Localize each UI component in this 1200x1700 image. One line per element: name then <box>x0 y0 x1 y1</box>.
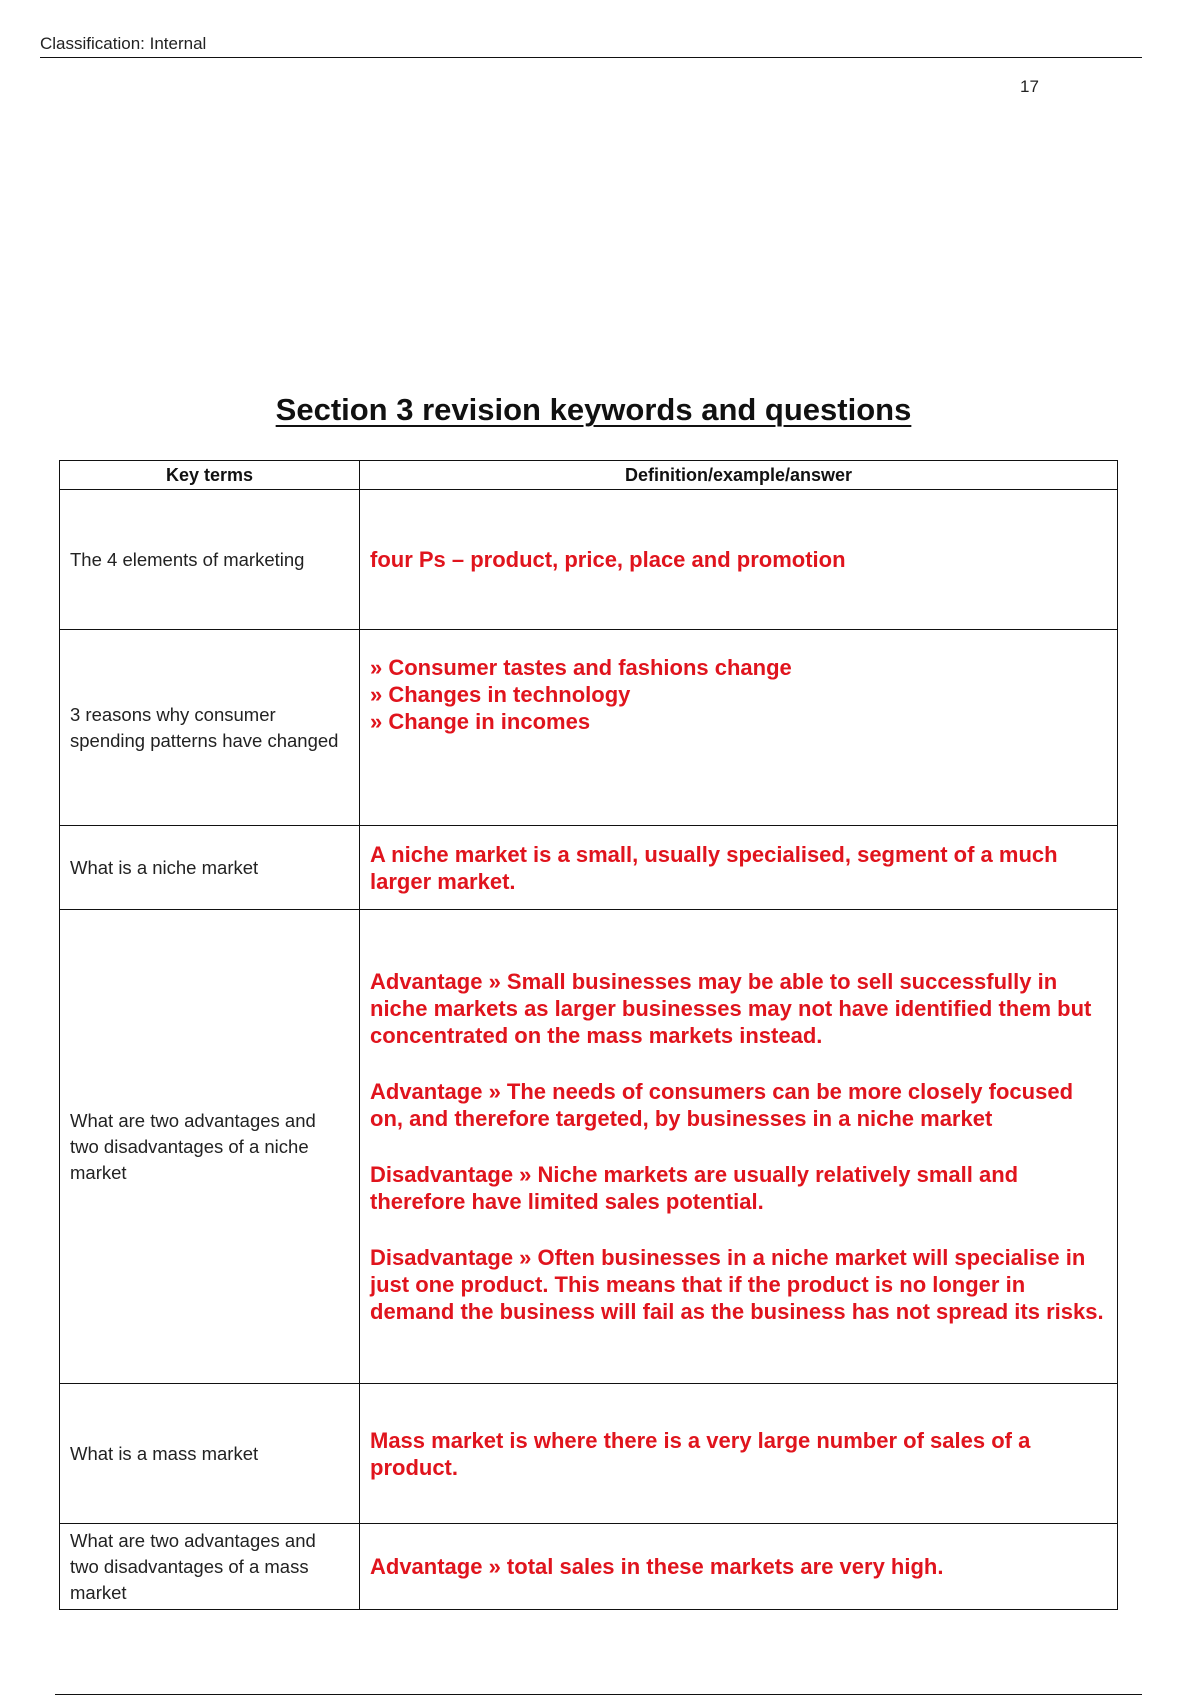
answer-paragraph: Advantage » Small businesses may be able to sell successfully in niche markets as larger businesses may not have identified them but concentrated on the mass markets instead. <box>370 969 1092 1048</box>
revision-table <box>59 460 1118 1610</box>
classification-label: Classification: Internal <box>40 34 207 53</box>
answer-text: A niche market is a small, usually specialised, segment of a much larger market. <box>370 841 1058 894</box>
column-header-key-terms: Key terms <box>60 461 360 490</box>
answer-cell <box>360 490 1118 630</box>
answer-cell <box>360 630 1118 826</box>
footer-divider <box>55 1694 1142 1695</box>
answer-text: Mass market is where there is a very large number of sales of a product. <box>370 1427 1031 1480</box>
column-header-definition: Definition/example/answer <box>360 461 1118 490</box>
key-term-cell: What are two advantages and two disadvantages of a niche market <box>60 910 360 1384</box>
answer-text: four Ps – product, price, place and promotion <box>370 547 846 572</box>
table-row <box>60 1384 1118 1524</box>
page-title: Section 3 revision keywords and questions <box>275 392 912 427</box>
answer-paragraph: Disadvantage » Often businesses in a niche market will specialise in just one product. This means that if the product is no longer in demand the business will fail as the business has not spread its risks. <box>370 1245 1104 1324</box>
answer-paragraph: Disadvantage » Niche markets are usually relatively small and therefore have limited sales potential. <box>370 1162 1019 1214</box>
answer-cell <box>360 910 1118 1384</box>
answer-cell <box>360 1384 1118 1524</box>
key-term-cell: The 4 elements of marketing <box>60 490 360 630</box>
answer-paragraph: Advantage » The needs of consumers can be more closely focused on, and therefore targeted, by businesses in a niche market <box>370 1079 1074 1131</box>
key-term-cell: 3 reasons why consumer spending patterns have changed <box>60 630 360 826</box>
table-row <box>60 826 1118 910</box>
header-divider <box>40 57 1142 58</box>
table-header-row <box>60 461 1118 490</box>
answer-bullet: » Consumer tastes and fashions change <box>370 655 792 680</box>
table-row <box>60 490 1118 630</box>
key-term-cell: What is a niche market <box>60 826 360 910</box>
answer-bullet: » Change in incomes <box>370 709 591 734</box>
page-number: 17 <box>1020 77 1039 96</box>
answer-cell <box>360 1524 1118 1610</box>
table-row <box>60 630 1118 826</box>
answer-bullet-list <box>370 654 1107 735</box>
answer-cell <box>360 826 1118 910</box>
table-row <box>60 1524 1118 1610</box>
key-term-cell: What are two advantages and two disadvantages of a mass market <box>60 1524 360 1610</box>
key-term-cell: What is a mass market <box>60 1384 360 1524</box>
answer-bullet: » Changes in technology <box>370 682 631 707</box>
answer-text: Advantage » total sales in these markets are very high. <box>370 1554 944 1579</box>
table-row <box>60 910 1118 1384</box>
